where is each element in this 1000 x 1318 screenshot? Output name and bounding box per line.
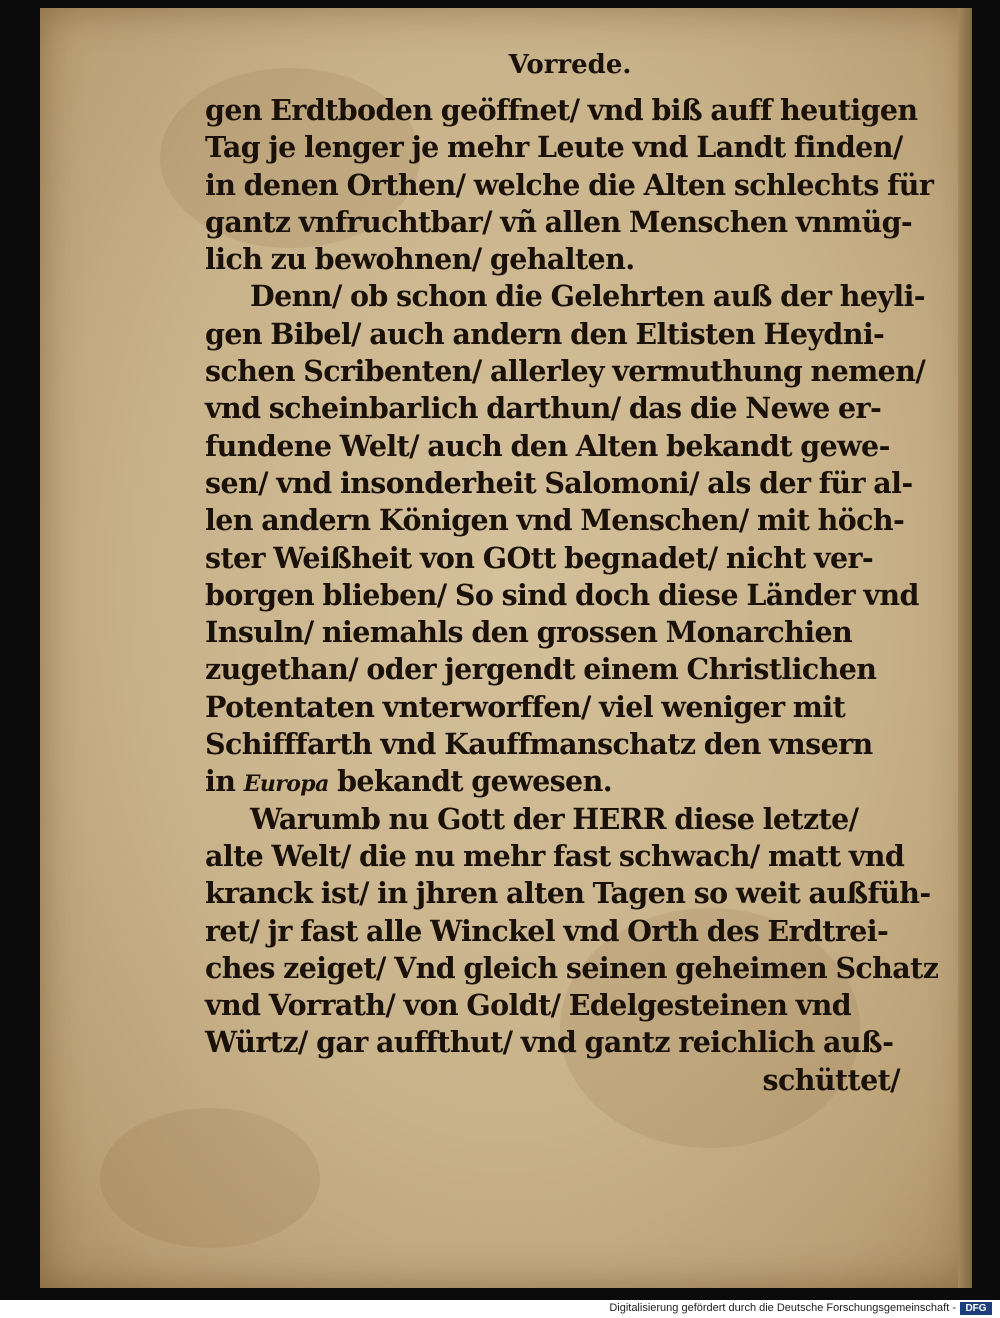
text-line: Würtz/ gar auffthut/ vnd gantz reichlich auß- bbox=[205, 1025, 894, 1060]
text-line: borgen blieben/ So sind doch diese Länder vnd bbox=[205, 577, 919, 612]
line-suffix: bekandt gewesen. bbox=[328, 764, 613, 799]
paragraph-start-line: Warumb nu Gott der HERR diese letzte/ bbox=[250, 801, 859, 836]
text-line-with-italic bbox=[205, 763, 910, 800]
page-edge bbox=[958, 8, 972, 1288]
text-line: Insuln/ niemahls den grossen Monarchien bbox=[205, 615, 853, 650]
dfg-logo: DFG bbox=[960, 1302, 992, 1315]
text-line: vnd Vorrath/ von Goldt/ Edelgesteinen vnd bbox=[205, 988, 852, 1023]
text-line: alte Welt/ die nu mehr fast schwach/ matt vnd bbox=[205, 838, 905, 873]
paragraph-start-line: Denn/ ob schon die Gelehrten auß der heyli- bbox=[250, 279, 926, 314]
text-line: len andern Königen vnd Menschen/ mit höch- bbox=[205, 503, 905, 538]
text-line: sen/ vnd insonderheit Salomoni/ als der für al- bbox=[205, 465, 913, 500]
text-line: schen Scribenten/ allerley vermuthung nemen/ bbox=[205, 354, 926, 389]
text-line: ret/ jr fast alle Winckel vnd Orth des Erdtrei- bbox=[205, 913, 889, 948]
text-line: zugethan/ oder jergendt einem Christlichen bbox=[205, 652, 877, 687]
catchword: schüttet/ bbox=[762, 1062, 900, 1097]
text-line: Schifffarth vnd Kauffmanschatz den vnsern bbox=[205, 727, 873, 762]
text-line: lich zu bewohnen/ gehalten. bbox=[205, 242, 635, 277]
line-prefix: in bbox=[205, 764, 244, 799]
text-line: gantz vnfruchtbar/ vñ allen Menschen vnmüg- bbox=[205, 204, 913, 239]
text-line: ster Weißheit von GOtt begnadet/ nicht ver- bbox=[205, 540, 874, 575]
text-line: gen Erdtboden geöffnet/ vnd biß auff heutigen bbox=[205, 93, 918, 127]
text-line: gen Bibel/ auch andern den Eltisten Heydni- bbox=[205, 316, 885, 351]
italic-word-europa: Europa bbox=[243, 771, 329, 798]
text-line: kranck ist/ in jhren alten Tagen so weit außfüh- bbox=[205, 876, 931, 911]
text-line: vnd scheinbarlich darthun/ das die Newe er- bbox=[205, 391, 882, 426]
text-line: Potentaten vnterworffen/ viel weniger mit bbox=[205, 689, 846, 724]
footer-credit-text: Digitalisierung gefördert durch die Deutsche Forschungsgemeinschaft - bbox=[609, 1302, 956, 1314]
running-head: Vorrede. bbox=[508, 50, 632, 80]
text-line: fundene Welt/ auch den Alten bekandt gewe- bbox=[205, 428, 890, 463]
paper-stain bbox=[100, 1108, 320, 1248]
text-line: in denen Orthen/ welche die Alten schlechts für bbox=[205, 167, 934, 202]
text-block bbox=[205, 92, 939, 1099]
text-line: ches zeiget/ Vnd gleich seinen geheimen Schatz bbox=[205, 950, 939, 985]
text-line: Tag je lenger je mehr Leute vnd Landt finden/ bbox=[205, 130, 903, 165]
footer-bar bbox=[0, 1300, 1000, 1318]
